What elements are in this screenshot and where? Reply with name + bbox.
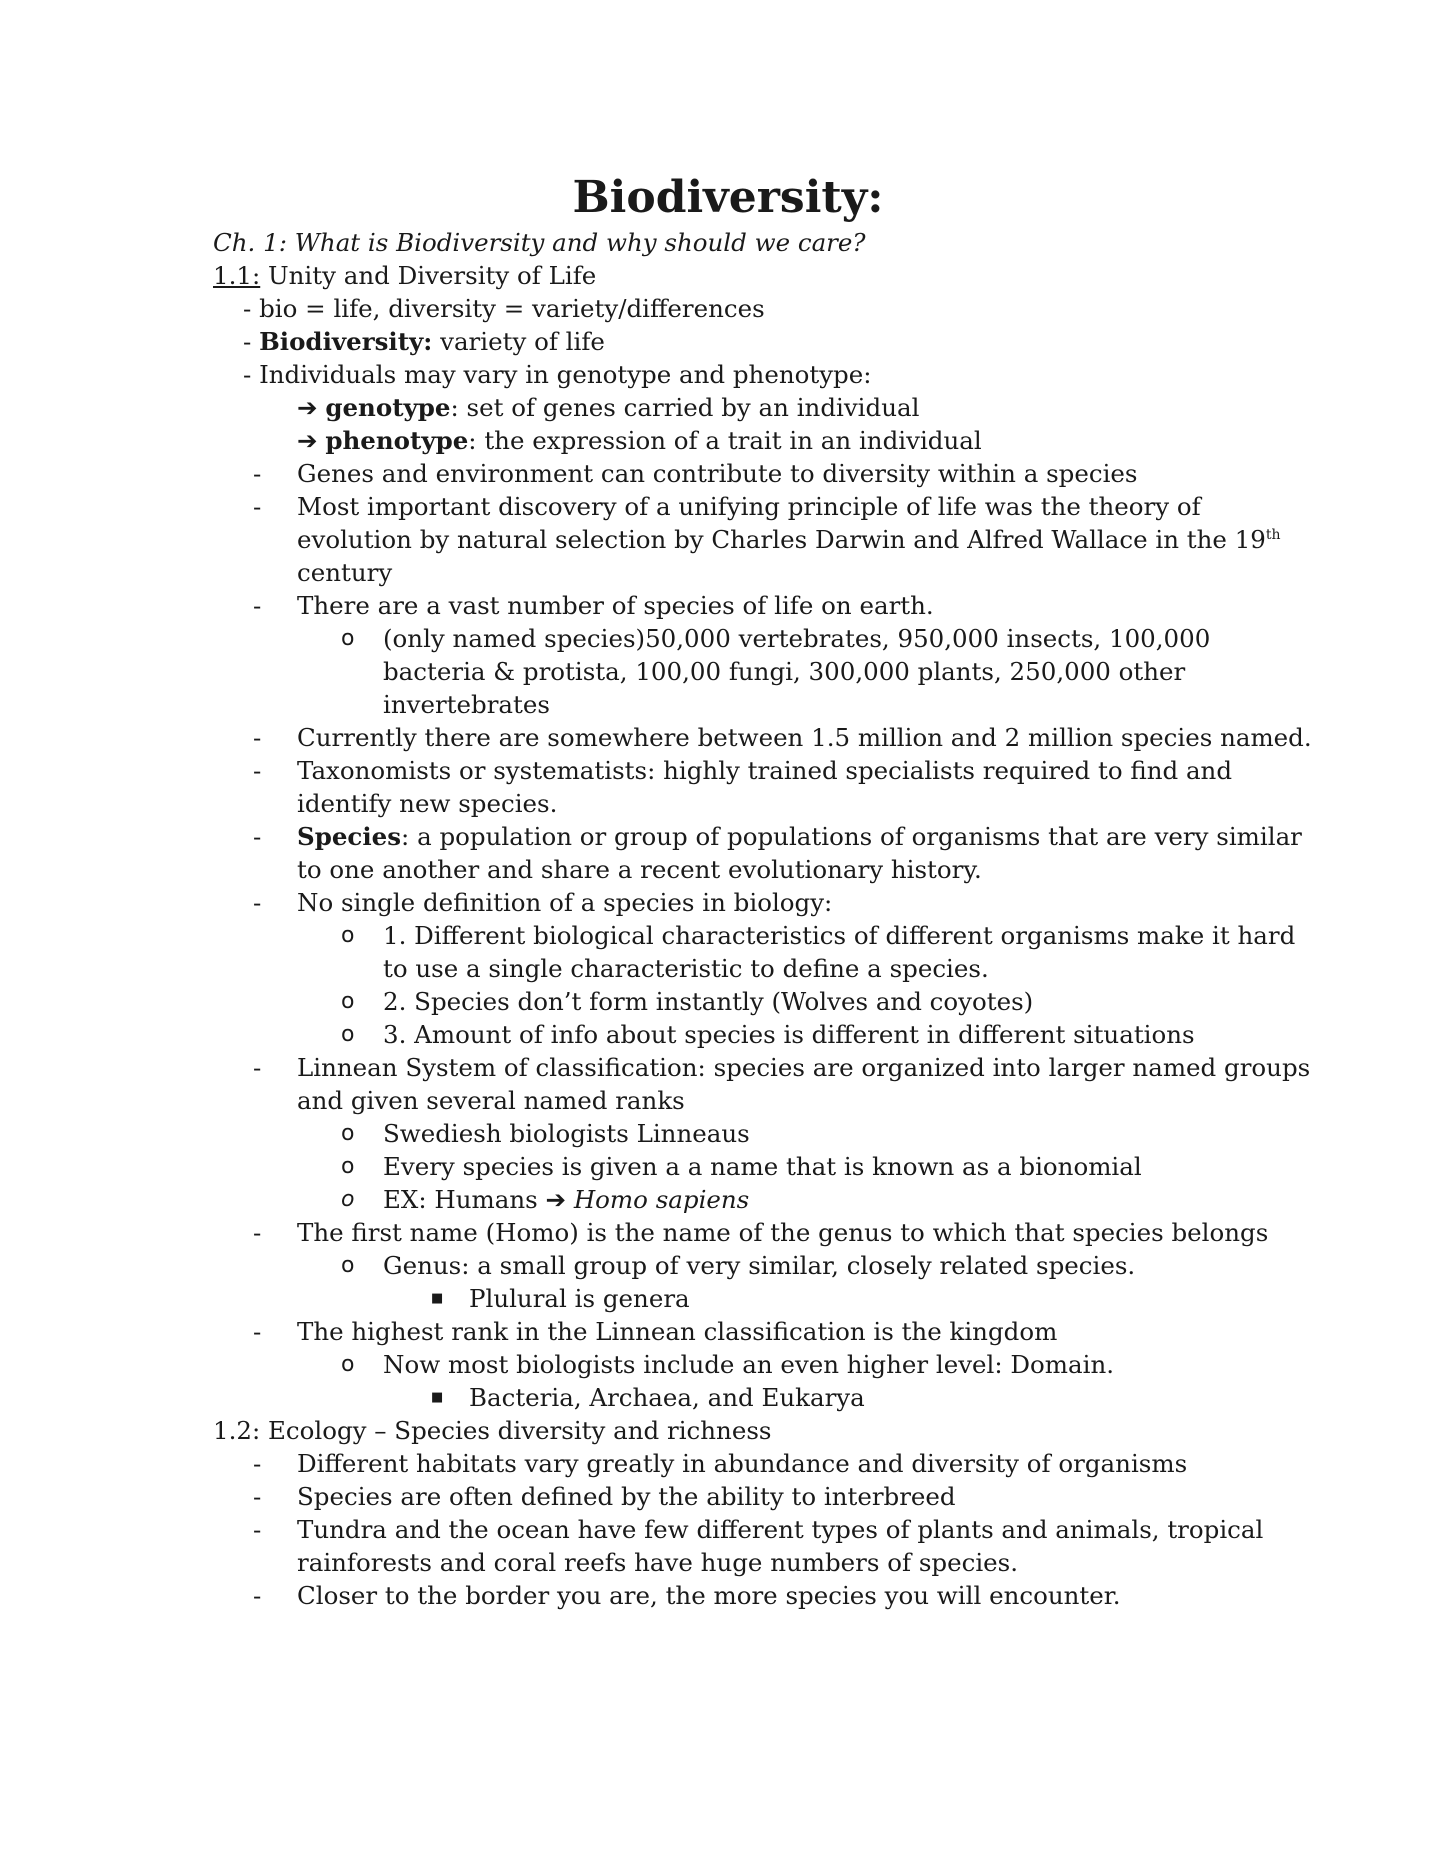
term-species: Species	[297, 822, 402, 851]
dash-marker: -	[253, 591, 262, 620]
bullet-darwin	[213, 490, 1313, 589]
phenotype-definition: : the expression of a trait in an individual	[468, 426, 982, 455]
species-definition: : a population or group of populations of organisms that are very similar to one another and share a recent evolutionary history.	[297, 822, 1302, 884]
dash-marker: -	[253, 756, 262, 785]
genotype-definition: : set of genes carried by an individual	[450, 393, 920, 422]
bullet-tundra	[213, 1513, 1313, 1579]
subsubbullet-plural-genera	[213, 1282, 1313, 1315]
bullet-species-definition	[213, 820, 1313, 886]
intro-line-individuals: - Individuals may vary in genotype and phenotype:	[243, 360, 872, 389]
circle-marker: o	[341, 1253, 355, 1278]
dash-marker: -	[253, 459, 262, 488]
term-genotype: genotype	[325, 393, 451, 422]
section-heading-1-1	[213, 259, 1313, 292]
subbullet-linneaus	[213, 1117, 1313, 1150]
arrow-icon: ➔	[297, 393, 318, 422]
dash-marker: -	[253, 888, 262, 917]
bullet-genes	[213, 457, 1313, 490]
intro-line-biodiversity	[213, 325, 1313, 358]
bullet-text: Genus: a small group of very similar, closely related species.	[383, 1251, 1136, 1280]
circle-marker: o	[341, 1187, 355, 1212]
dash-marker: -	[253, 1317, 262, 1346]
scientific-name: Homo sapiens	[566, 1185, 750, 1214]
circle-marker: o	[341, 1121, 355, 1146]
dash-marker: -	[253, 1482, 262, 1511]
subbullet-reason-1	[213, 919, 1313, 985]
bullet-text: 3. Amount of info about species is different in different situations	[383, 1020, 1195, 1049]
bullet-text: The highest rank in the Linnean classification is the kingdom	[297, 1317, 1058, 1346]
century-word: century	[297, 558, 393, 587]
bullet-currently	[213, 721, 1313, 754]
document-title: Biodiversity:	[572, 172, 884, 223]
circle-marker: o	[341, 1022, 355, 1047]
subbullet-reason-2	[213, 985, 1313, 1018]
bullet-text: Taxonomists or systematists: highly trained specialists required to find and identify new species.	[297, 756, 1233, 818]
subbullet-binomial	[213, 1150, 1313, 1183]
bullet-no-single-definition	[213, 886, 1313, 919]
bullet-text: The first name (Homo) is the name of the genus to which that species belongs	[297, 1218, 1269, 1247]
bullet-text: 1. Different biological characteristics of different organisms make it hard to use a single characteristic to define a species.	[383, 921, 1296, 983]
biodiversity-definition: variety of life	[432, 327, 605, 356]
section-title: Unity and Diversity of Life	[260, 261, 597, 290]
bullet-text: Most important discovery of a unifying principle of life was the theory of evolution by natural selection by Charles Darwin and Alfred Wallace in the	[297, 492, 1227, 554]
bullet-interbreed	[213, 1480, 1313, 1513]
subbullet-genus-definition	[213, 1249, 1313, 1282]
bullet-linnean-system	[213, 1051, 1313, 1117]
bullet-text: No single definition of a species in biology:	[297, 888, 833, 917]
bullet-text: Every species is given a a name that is known as a bionomial	[383, 1152, 1142, 1181]
circle-marker: o	[341, 626, 355, 651]
subbullet-domain	[213, 1348, 1313, 1381]
dash-marker: -	[253, 822, 262, 851]
bullet-text: Plulural is genera	[469, 1284, 690, 1313]
dash-marker: -	[253, 1515, 262, 1544]
bullet-text: Genes and environment can contribute to diversity within a species	[297, 459, 1138, 488]
bullet-text: There are a vast number of species of life on earth.	[297, 591, 934, 620]
arrow-icon: ➔	[545, 1185, 567, 1214]
ordinal-superscript: th	[1265, 526, 1281, 543]
bullet-border	[213, 1579, 1313, 1612]
bullet-text: Tundra and the ocean have few different types of plants and animals, tropical rainforests and coral reefs have huge numbers of species.	[297, 1515, 1264, 1577]
circle-marker: o	[341, 1154, 355, 1179]
dash-prefix: -	[243, 327, 260, 356]
document-body	[213, 226, 1313, 1612]
section-heading-1-2: 1.2: Ecology – Species diversity and richness	[213, 1416, 772, 1445]
dash-marker: -	[253, 723, 262, 752]
chapter-heading: Ch. 1: What is Biodiversity and why should we care?	[213, 228, 866, 257]
term-biodiversity: Biodiversity:	[259, 327, 433, 356]
bullet-text: (only named species)50,000 vertebrates, 950,000 insects, 100,000 bacteria & protista, 100,00 fungi, 300,000 plants, 250,000 other invertebrates	[383, 624, 1211, 719]
bullet-text: Bacteria, Archaea, and Eukarya	[469, 1383, 865, 1412]
example-prefix: EX: Humans	[383, 1185, 546, 1214]
century-number: 19	[1234, 525, 1266, 554]
circle-marker: o	[341, 923, 355, 948]
subbullet-named-species	[213, 622, 1313, 721]
circle-marker: o	[341, 989, 355, 1014]
bullet-vast-number	[213, 589, 1313, 622]
bullet-text: Different habitats vary greatly in abundance and diversity of organisms	[297, 1449, 1188, 1478]
dash-marker: -	[253, 1218, 262, 1247]
bullet-text: Now most biologists include an even higher level: Domain.	[383, 1350, 1115, 1379]
arrow-item-phenotype	[213, 424, 1313, 457]
bullet-highest-rank	[213, 1315, 1313, 1348]
bullet-text: Swediesh biologists Linneaus	[383, 1119, 750, 1148]
bullet-text: Currently there are somewhere between 1.5 million and 2 million species named.	[297, 723, 1312, 752]
square-marker: ■	[431, 1390, 444, 1405]
bullet-text: 2. Species don’t form instantly (Wolves and coyotes)	[383, 987, 1034, 1016]
dash-marker: -	[253, 1449, 262, 1478]
arrow-item-genotype	[213, 391, 1313, 424]
dash-marker: -	[253, 1053, 262, 1082]
bullet-habitats	[213, 1447, 1313, 1480]
bullet-text: Species are often defined by the ability to interbreed	[297, 1482, 956, 1511]
square-marker: ■	[431, 1291, 444, 1306]
subsubbullet-domains-list	[213, 1381, 1313, 1414]
section-number: 1.1:	[213, 261, 261, 290]
subbullet-reason-3	[213, 1018, 1313, 1051]
dash-marker: -	[253, 492, 262, 521]
circle-marker: o	[341, 1352, 355, 1377]
arrow-icon: ➔	[297, 426, 318, 455]
subbullet-example-humans	[213, 1183, 1313, 1216]
dash-marker: -	[253, 1581, 262, 1610]
term-phenotype: phenotype	[325, 426, 469, 455]
bullet-first-name-genus	[213, 1216, 1313, 1249]
bullet-taxonomists	[213, 754, 1313, 820]
bullet-text: Linnean System of classification: species are organized into larger named groups and given several named ranks	[297, 1053, 1311, 1115]
intro-line-bio: - bio = life, diversity = variety/differences	[243, 294, 765, 323]
bullet-text: Closer to the border you are, the more species you will encounter.	[297, 1581, 1121, 1610]
